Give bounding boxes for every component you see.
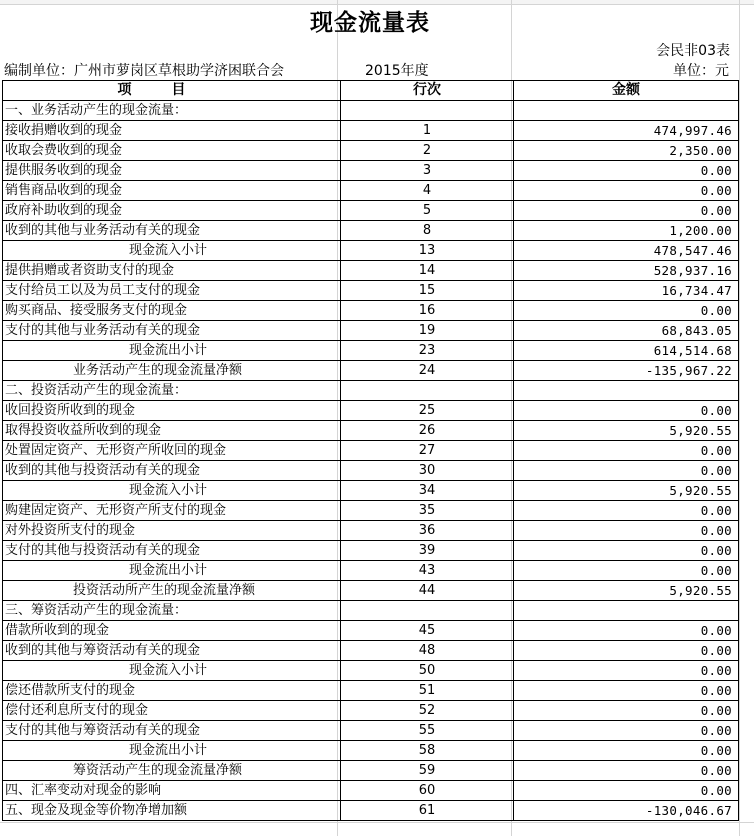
row-line-number[interactable]: 4	[341, 181, 514, 201]
page-title: 现金流量表	[310, 10, 430, 36]
row-line-number[interactable]: 27	[341, 441, 514, 461]
table-row	[3, 601, 739, 621]
row-label[interactable]: 支付的其他与业务活动有关的现金	[3, 321, 341, 341]
row-line-number[interactable]: 35	[341, 501, 514, 521]
row-line-number[interactable]: 14	[341, 261, 514, 281]
table-row	[3, 141, 739, 161]
organization-label: 编制单位：广州市萝岗区草根助学济困联合会	[4, 63, 284, 79]
row-amount[interactable]: 0.00	[514, 161, 739, 181]
row-line-number[interactable]: 26	[341, 421, 514, 441]
row-label[interactable]: 二、投资活动产生的现金流量：	[3, 381, 341, 401]
header-amount[interactable]: 金额	[514, 81, 739, 101]
row-line-number[interactable]	[341, 381, 514, 401]
table-row	[3, 121, 739, 141]
row-amount[interactable]: 0.00	[514, 721, 739, 741]
row-amount[interactable]: 16,734.47	[514, 281, 739, 301]
table-row	[3, 721, 739, 741]
row-amount[interactable]: 5,920.55	[514, 481, 739, 501]
row-label[interactable]: 现金流出小计	[3, 741, 341, 761]
row-amount[interactable]: 0.00	[514, 681, 739, 701]
row-line-number[interactable]: 16	[341, 301, 514, 321]
row-line-number[interactable]: 8	[341, 221, 514, 241]
row-amount[interactable]: 68,843.05	[514, 321, 739, 341]
row-label[interactable]: 现金流出小计	[3, 561, 341, 581]
row-line-number[interactable]: 45	[341, 621, 514, 641]
row-line-number[interactable]	[341, 601, 514, 621]
table-row	[3, 581, 739, 601]
table-row	[3, 641, 739, 661]
row-label[interactable]: 取得投资收益所收到的现金	[3, 421, 341, 441]
table-row	[3, 661, 739, 681]
row-label[interactable]: 一、业务活动产生的现金流量：	[3, 101, 341, 121]
row-label[interactable]: 现金流入小计	[3, 481, 341, 501]
row-amount[interactable]: 0.00	[514, 741, 739, 761]
row-amount[interactable]	[514, 381, 739, 401]
row-amount[interactable]: 478,547.46	[514, 241, 739, 261]
table-row	[3, 561, 739, 581]
row-label[interactable]: 提供服务收到的现金	[3, 161, 341, 181]
row-line-number[interactable]: 48	[341, 641, 514, 661]
row-label[interactable]: 购建固定资产、无形资产所支付的现金	[3, 501, 341, 521]
table-row	[3, 301, 739, 321]
currency-unit: 单位：元	[673, 63, 729, 79]
row-label[interactable]: 现金流出小计	[3, 341, 341, 361]
table-row	[3, 161, 739, 181]
row-amount[interactable]: -130,046.67	[514, 801, 739, 821]
table-row	[3, 521, 739, 541]
row-amount[interactable]: 0.00	[514, 441, 739, 461]
row-label[interactable]: 政府补助收到的现金	[3, 201, 341, 221]
row-amount[interactable]: 0.00	[514, 301, 739, 321]
table-row	[3, 801, 739, 821]
table-row	[3, 701, 739, 721]
report-year: 2015年度	[365, 63, 429, 79]
row-line-number[interactable]: 3	[341, 161, 514, 181]
table-row	[3, 681, 739, 701]
row-amount[interactable]: 5,920.55	[514, 581, 739, 601]
row-amount[interactable]: 0.00	[514, 661, 739, 681]
row-label[interactable]: 支付的其他与筹资活动有关的现金	[3, 721, 341, 741]
row-label[interactable]: 提供捐赠或者资助支付的现金	[3, 261, 341, 281]
table-row	[3, 201, 739, 221]
row-amount[interactable]: -135,967.22	[514, 361, 739, 381]
row-amount[interactable]: 5,920.55	[514, 421, 739, 441]
row-label[interactable]: 五、现金及现金等价物净增加额	[3, 801, 341, 821]
row-amount[interactable]: 0.00	[514, 541, 739, 561]
row-line-number[interactable]	[341, 101, 514, 121]
table-row	[3, 441, 739, 461]
table-row	[3, 321, 739, 341]
row-label[interactable]: 现金流入小计	[3, 661, 341, 681]
row-label[interactable]: 现金流入小计	[3, 241, 341, 261]
header-line[interactable]: 行次	[341, 81, 514, 101]
table-row	[3, 781, 739, 801]
row-label[interactable]: 支付给员工以及为员工支付的现金	[3, 281, 341, 301]
table-row	[3, 401, 739, 421]
row-label[interactable]: 三、筹资活动产生的现金流量：	[3, 601, 341, 621]
row-label[interactable]: 支付的其他与投资活动有关的现金	[3, 541, 341, 561]
table-header-row	[3, 81, 739, 101]
table-row	[3, 181, 739, 201]
table-row	[3, 381, 739, 401]
row-line-number[interactable]: 51	[341, 681, 514, 701]
row-label[interactable]: 处置固定资产、无形资产所收回的现金	[3, 441, 341, 461]
row-label[interactable]: 业务活动产生的现金流量净额	[3, 361, 341, 381]
row-label[interactable]: 对外投资所支付的现金	[3, 521, 341, 541]
row-label[interactable]: 筹资活动产生的现金流量净额	[3, 761, 341, 781]
row-line-number[interactable]: 50	[341, 661, 514, 681]
row-label[interactable]: 收取会费收到的现金	[3, 141, 341, 161]
row-line-number[interactable]: 24	[341, 361, 514, 381]
row-label[interactable]: 投资活动所产生的现金流量净额	[3, 581, 341, 601]
row-amount[interactable]: 0.00	[514, 521, 739, 541]
row-amount[interactable]: 0.00	[514, 561, 739, 581]
row-label[interactable]: 收到的其他与业务活动有关的现金	[3, 221, 341, 241]
table-row	[3, 261, 739, 281]
row-amount[interactable]: 0.00	[514, 621, 739, 641]
row-amount[interactable]: 474,997.46	[514, 121, 739, 141]
row-amount[interactable]: 0.00	[514, 181, 739, 201]
cash-flow-table	[2, 80, 739, 821]
table-row	[3, 501, 739, 521]
row-line-number[interactable]: 13	[341, 241, 514, 261]
row-label[interactable]: 四、汇率变动对现金的影响	[3, 781, 341, 801]
table-row	[3, 421, 739, 441]
row-amount[interactable]: 1,200.00	[514, 221, 739, 241]
form-number: 会民非03表	[656, 43, 730, 59]
row-line-number[interactable]: 39	[341, 541, 514, 561]
header-item[interactable]: 项目	[3, 81, 341, 101]
row-amount[interactable]: 0.00	[514, 501, 739, 521]
table-row	[3, 101, 739, 121]
row-line-number[interactable]: 36	[341, 521, 514, 541]
row-line-number[interactable]: 2	[341, 141, 514, 161]
row-amount[interactable]: 0.00	[514, 761, 739, 781]
row-label[interactable]: 偿还借款所支付的现金	[3, 681, 341, 701]
row-amount[interactable]: 0.00	[514, 701, 739, 721]
row-amount[interactable]: 0.00	[514, 401, 739, 421]
table-row	[3, 741, 739, 761]
grid-line	[739, 0, 740, 836]
table-row	[3, 361, 739, 381]
table-row	[3, 461, 739, 481]
row-line-number[interactable]: 15	[341, 281, 514, 301]
row-line-number[interactable]: 34	[341, 481, 514, 501]
row-line-number[interactable]: 60	[341, 781, 514, 801]
row-amount[interactable]: 0.00	[514, 781, 739, 801]
row-amount[interactable]: 614,514.68	[514, 341, 739, 361]
row-label[interactable]: 接收捐赠收到的现金	[3, 121, 341, 141]
table-row	[3, 541, 739, 561]
row-line-number[interactable]: 30	[341, 461, 514, 481]
row-label[interactable]: 收回投资所收到的现金	[3, 401, 341, 421]
table-row	[3, 761, 739, 781]
row-line-number[interactable]: 23	[341, 341, 514, 361]
row-line-number[interactable]: 44	[341, 581, 514, 601]
row-line-number[interactable]: 19	[341, 321, 514, 341]
table-row	[3, 281, 739, 301]
row-line-number[interactable]: 52	[341, 701, 514, 721]
row-label[interactable]: 收到的其他与投资活动有关的现金	[3, 461, 341, 481]
row-amount[interactable]	[514, 601, 739, 621]
table-row	[3, 241, 739, 261]
row-amount[interactable]: 0.00	[514, 461, 739, 481]
table-row	[3, 621, 739, 641]
row-line-number[interactable]: 58	[341, 741, 514, 761]
row-amount[interactable]: 2,350.00	[514, 141, 739, 161]
row-amount[interactable]: 0.00	[514, 201, 739, 221]
row-line-number[interactable]: 59	[341, 761, 514, 781]
row-label[interactable]: 销售商品收到的现金	[3, 181, 341, 201]
row-amount[interactable]	[514, 101, 739, 121]
row-label[interactable]: 收到的其他与筹资活动有关的现金	[3, 641, 341, 661]
row-line-number[interactable]: 25	[341, 401, 514, 421]
table-row	[3, 341, 739, 361]
row-label[interactable]: 偿付还利息所支付的现金	[3, 701, 341, 721]
info-row	[0, 62, 740, 80]
table-row	[3, 481, 739, 501]
row-line-number[interactable]: 61	[341, 801, 514, 821]
row-label[interactable]: 购买商品、接受服务支付的现金	[3, 301, 341, 321]
row-line-number[interactable]: 55	[341, 721, 514, 741]
table-row	[3, 221, 739, 241]
row-amount[interactable]: 0.00	[514, 641, 739, 661]
row-line-number[interactable]: 43	[341, 561, 514, 581]
row-label[interactable]: 借款所收到的现金	[3, 621, 341, 641]
grid-line	[0, 822, 754, 823]
row-line-number[interactable]: 5	[341, 201, 514, 221]
row-line-number[interactable]: 1	[341, 121, 514, 141]
row-amount[interactable]: 528,937.16	[514, 261, 739, 281]
